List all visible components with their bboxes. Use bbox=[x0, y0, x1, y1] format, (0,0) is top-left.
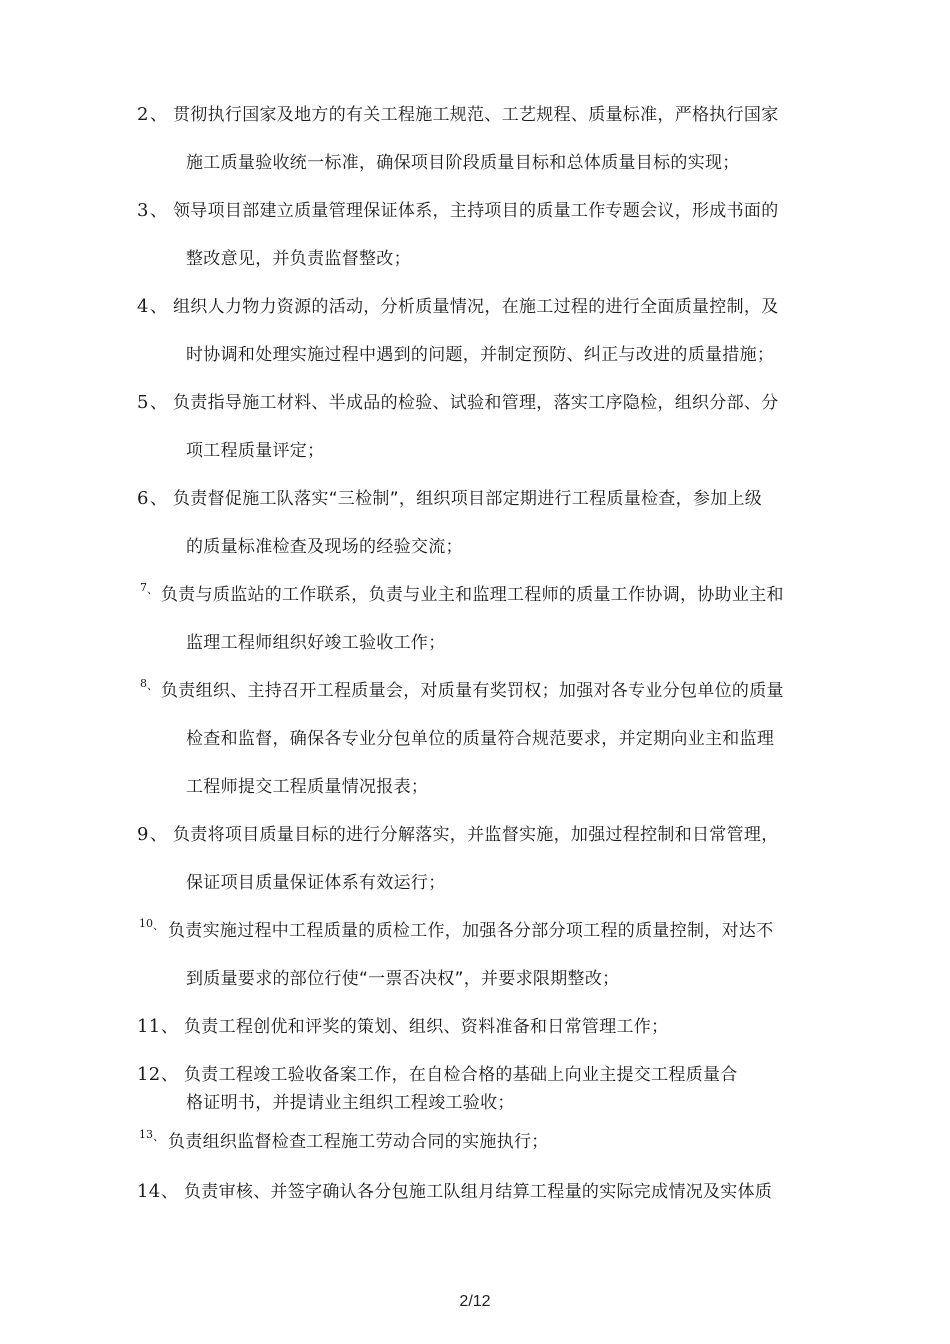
item-number: 5 bbox=[137, 392, 149, 413]
item-separator: 、 bbox=[153, 919, 164, 932]
item-number: 14 bbox=[137, 1181, 161, 1202]
page-number: 2/12 bbox=[459, 1293, 491, 1310]
item-number: 9 bbox=[137, 824, 149, 845]
item-text-line1: 负责实施过程中工程质量的质检工作，加强各分部分项工程的质量控制，对达不 bbox=[168, 921, 774, 941]
item-separator: 、 bbox=[150, 201, 168, 221]
item-text-line2: 项工程质量评定； bbox=[186, 441, 325, 461]
item-number: 13 bbox=[139, 1128, 153, 1141]
item-number: 4 bbox=[137, 296, 149, 317]
item-text-line1: 领导项目部建立质量管理保证体系，主持项目的质量工作专题会议，形成书面的 bbox=[173, 201, 779, 221]
item-text-line1: 负责将项目质量目标的进行分解落实，并监督实施，加强过程控制和日常管理， bbox=[173, 825, 779, 845]
item-text-line2: 保证项目质量保证体系有效运行； bbox=[186, 873, 446, 893]
item-separator: 、 bbox=[147, 583, 158, 596]
item-separator: 、 bbox=[150, 825, 168, 845]
item-number: 11 bbox=[137, 1016, 161, 1037]
item-number: 3 bbox=[137, 200, 149, 221]
item-separator: 、 bbox=[150, 105, 168, 125]
item-separator: 、 bbox=[147, 679, 158, 692]
item-text-line1: 组织人力物力资源的活动，分析质量情况，在施工过程的进行全面质量控制，及 bbox=[173, 297, 779, 317]
item-separator: 、 bbox=[150, 297, 168, 317]
item-text-line2: 格证明书，并提请业主组织工程竣工验收； bbox=[186, 1093, 515, 1113]
item-number: 6 bbox=[137, 488, 149, 509]
item-separator: 、 bbox=[150, 489, 168, 509]
item-text-line1: 负责与质监站的工作联系，负责与业主和监理工程师的质量工作协调，协助业主和 bbox=[161, 585, 784, 605]
item-separator: 、 bbox=[150, 393, 168, 413]
item-text-line1: 负责指导施工材料、半成品的检验、试验和管理，落实工序隐检，组织分部、分 bbox=[173, 393, 779, 413]
item-text-line3: 工程师提交工程质量情况报表； bbox=[186, 777, 429, 797]
item-text-line2: 到质量要求的部位行使“一票否决权”，并要求限期整改； bbox=[186, 969, 620, 989]
item-text-line2: 时协调和处理实施过程中遇到的问题，并制定预防、纠正与改进的质量措施； bbox=[186, 345, 775, 365]
item-text-line2: 的质量标准检查及现场的经验交流； bbox=[186, 537, 463, 557]
item-text-line1: 负责审核、并签字确认各分包施工队组月结算工程量的实际完成情况及实体质 bbox=[184, 1182, 773, 1202]
item-text-line2: 检查和监督，确保各专业分包单位的质量符合规范要求，并定期向业主和监理 bbox=[186, 729, 775, 749]
item-text-line2: 整改意见，并负责监督整改； bbox=[186, 249, 411, 269]
item-text-line2: 监理工程师组织好竣工验收工作； bbox=[186, 633, 446, 653]
item-separator: 、 bbox=[161, 1065, 179, 1085]
item-separator: 、 bbox=[161, 1182, 179, 1202]
item-number: 7 bbox=[140, 581, 147, 594]
item-text-line1: 负责督促施工队落实“三检制”，组织项目部定期进行工程质量检查，参加上级 bbox=[173, 489, 763, 509]
item-text-line1: 负责工程竣工验收备案工作，在自检合格的基础上向业主提交工程质量合 bbox=[184, 1065, 738, 1085]
item-text-line1: 负责组织监督检查工程施工劳动合同的实施执行； bbox=[168, 1132, 549, 1152]
item-separator: 、 bbox=[153, 1130, 164, 1143]
item-text-line1: 负责工程创优和评奖的策划、组织、资料准备和日常管理工作； bbox=[184, 1017, 669, 1037]
item-text-line2: 施工质量验收统一标准，确保项目阶段质量目标和总体质量目标的实现； bbox=[186, 153, 740, 173]
item-text-line1: 负责组织、主持召开工程质量会，对质量有奖罚权；加强对各专业分包单位的质量 bbox=[161, 681, 784, 701]
item-text-line1: 贯彻执行国家及地方的有关工程施工规范、工艺规程、质量标准，严格执行国家 bbox=[173, 105, 779, 125]
item-separator: 、 bbox=[161, 1017, 179, 1037]
item-number: 8 bbox=[140, 677, 147, 690]
item-number: 2 bbox=[137, 104, 149, 125]
item-number: 12 bbox=[137, 1064, 161, 1085]
item-number: 10 bbox=[139, 917, 153, 930]
